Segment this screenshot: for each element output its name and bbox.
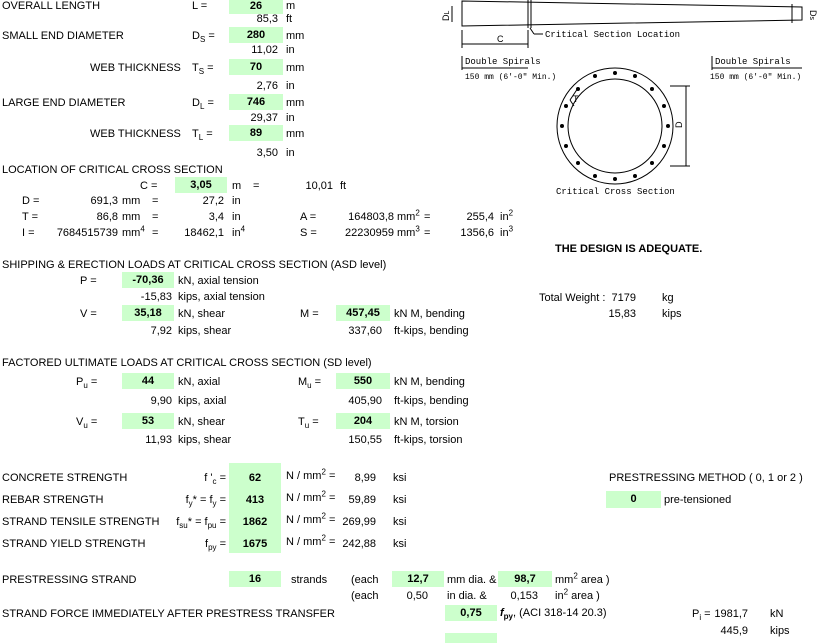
overall-length-input[interactable]: 26 <box>229 0 283 14</box>
a-symbol: A = <box>300 211 317 223</box>
strand-yield-strength-label: STRAND YIELD STRENGTH <box>2 538 146 550</box>
total-weight-label: Total Weight : <box>539 292 606 304</box>
s-conv-unit: $in^3$ <box>500 224 514 239</box>
mu-unit: kN M, bending <box>394 376 465 388</box>
next-row-input[interactable] <box>445 633 497 643</box>
t-unit: mm <box>122 211 141 223</box>
s-symbol: S = <box>300 227 317 239</box>
large-end-diameter-unit: mm <box>286 97 305 109</box>
web-thickness-l-label: WEB THICKNESS <box>90 128 181 140</box>
concrete-strength-symbol: f '$_c$ = <box>204 472 226 487</box>
small-end-diameter-conv: 11,02 <box>251 44 278 56</box>
pi-unit: kN <box>770 608 784 620</box>
diagram-spirals-right-note: 150 mm (6'-0" Min.) <box>710 73 802 82</box>
strand-area-in-unit: $in^2$ area ) <box>555 587 600 602</box>
d-conv-unit: in <box>232 195 241 207</box>
factored-loads-title: FACTORED ULTIMATE LOADS AT CRITICAL CROSS SECTION (SD level) <box>2 357 372 369</box>
total-weight-kg-unit: kg <box>662 292 674 304</box>
strand-tensile-strength-label: STRAND TENSILE STRENGTH <box>2 516 160 528</box>
diagram-c-label: C <box>497 34 504 44</box>
strand-count-unit: strands <box>291 574 328 586</box>
web-thickness-s-unit: mm <box>286 62 305 74</box>
prestress-method-label: PRESTRESSING METHOD ( 0, 1 or 2 ) <box>609 472 803 484</box>
rebar-strength-conv-unit: ksi <box>393 494 407 506</box>
tu-conv-unit: ft-kips, torsion <box>394 434 463 446</box>
i-conv-unit: $in^4$ <box>232 224 246 239</box>
pi-kips-unit: kips <box>770 625 790 637</box>
strand-yield-strength-conv: 242,88 <box>342 538 376 550</box>
v-conv-unit: kips, shear <box>178 325 232 337</box>
strand-yield-strength-symbol: $f_{py}$ = <box>205 538 226 553</box>
d-value: 691,3 <box>90 195 118 207</box>
strand-yield-strength-conv-unit: ksi <box>393 538 407 550</box>
web-thickness-s-conv: 2,76 <box>256 80 278 92</box>
p-conv-unit: kips, axial tension <box>178 291 265 303</box>
rebar-strength-input[interactable]: 413 <box>245 494 265 506</box>
strand-area-input[interactable]: 98,7 <box>498 571 552 587</box>
critical-section-title: LOCATION OF CRITICAL CROSS SECTION <box>2 164 223 176</box>
diagram-spirals-left-note: 150 mm (6'-0" Min.) <box>465 73 557 82</box>
concrete-strength-unit: N / $mm^2$ = <box>286 467 336 482</box>
d-symbol: D = <box>22 195 40 207</box>
section-t-label: T <box>573 94 579 104</box>
strand-tensile-strength-conv-unit: ksi <box>393 516 407 528</box>
large-end-diameter-label: LARGE END DIAMETER <box>2 97 126 109</box>
p-unit: kN, axial tension <box>178 275 259 287</box>
p-input[interactable]: -70,36 <box>122 272 174 288</box>
rebar-strength-conv: 59,89 <box>348 494 376 506</box>
diagram-double-spirals-right: Double Spirals <box>715 57 791 67</box>
diagram-ds-label: Ds <box>808 10 818 20</box>
t-conv-unit: in <box>232 211 241 223</box>
design-adequate-status: THE DESIGN IS ADEQUATE. <box>555 243 703 255</box>
mu-input[interactable]: 550 <box>336 373 390 389</box>
p-symbol: P = <box>80 275 97 287</box>
overall-length-conv: 85,3 <box>256 13 278 25</box>
strand-tensile-strength-input[interactable]: 1862 <box>242 516 268 528</box>
rebar-strength-label: REBAR STRENGTH <box>2 494 104 506</box>
pu-unit: kN, axial <box>178 376 221 388</box>
v-input[interactable]: 35,18 <box>122 305 174 321</box>
web-thickness-s-input[interactable]: 70 <box>229 59 283 75</box>
pu-conv: 9,90 <box>150 395 172 407</box>
section-caption: Critical Cross Section <box>556 187 675 197</box>
strand-force-label: STRAND FORCE IMMEDIATELY AFTER PRESTRESS TRANSFER <box>2 608 335 620</box>
large-end-diameter-conv: 29,37 <box>250 112 278 124</box>
m-conv: 337,60 <box>348 325 382 337</box>
overall-length-conv-unit: ft <box>286 13 293 25</box>
c-unit: m <box>232 180 242 192</box>
section-d-label: D <box>674 121 684 128</box>
web-thickness-l-conv: 3,50 <box>256 147 278 159</box>
diagram-critical-location-label: Critical Section Location <box>545 30 681 40</box>
strand-yield-strength-unit: N / $mm^2$ = <box>286 533 336 548</box>
c-conv-unit: ft <box>340 180 347 192</box>
c-equals: = <box>253 180 260 192</box>
v-symbol: V = <box>80 308 97 320</box>
t-symbol: T = <box>22 211 39 223</box>
pu-symbol: $P_u$ = <box>76 376 98 391</box>
strand-tensile-strength-unit: N / $mm^2$ = <box>286 511 336 526</box>
pi-symbol: $P_i$ = <box>692 608 711 623</box>
web-thickness-l-conv-unit: in <box>286 147 295 159</box>
s-equals: = <box>424 227 431 239</box>
p-conv: -15,83 <box>140 291 172 303</box>
shipping-loads-title: SHIPPING & ERECTION LOADS AT CRITICAL CROSS SECTION (ASD level) <box>2 259 387 271</box>
pu-conv-unit: kips, axial <box>178 395 227 407</box>
t-conv: 3,4 <box>208 211 224 223</box>
v-unit: kN, shear <box>178 308 226 320</box>
vu-unit: kN, shear <box>178 416 226 428</box>
strand-diameter-input[interactable]: 12,7 <box>392 571 444 587</box>
web-thickness-s-symbol: $T_S$ = <box>192 62 214 77</box>
large-end-diameter-symbol: $D_L$ = <box>192 97 214 112</box>
i-equals: = <box>152 227 159 239</box>
t-value: 86,8 <box>96 211 118 223</box>
concrete-strength-conv: 8,99 <box>354 472 376 484</box>
small-end-diameter-unit: mm <box>286 30 305 42</box>
strand-force-ratio-input[interactable]: 0,75 <box>445 605 497 621</box>
strand-count-input[interactable]: 16 <box>229 571 281 587</box>
a-conv: 255,4 <box>466 211 494 223</box>
m-conv-unit: ft-kips, bending <box>394 325 469 337</box>
vu-symbol: $V_u$ = <box>76 416 98 431</box>
total-weight-kips: 15,83 <box>608 308 636 320</box>
strand-each-2: (each <box>351 590 379 602</box>
m-symbol: M = <box>300 308 319 320</box>
m-unit: kN M, bending <box>394 308 465 320</box>
strand-tensile-strength-conv: 269,99 <box>342 516 376 528</box>
rebar-strength-symbol: $f_y* = f_y$ = <box>185 494 226 509</box>
web-thickness-l-symbol: $T_L$ = <box>192 128 213 143</box>
strand-area-unit: $mm^2$ area ) <box>555 571 610 586</box>
web-thickness-l-unit: mm <box>286 128 305 140</box>
web-thickness-s-conv-unit: in <box>286 80 295 92</box>
prestress-method-input[interactable]: 0 <box>606 491 661 508</box>
diagram-double-spirals-left: Double Spirals <box>465 57 541 67</box>
tu-unit: kN M, torsion <box>394 416 459 428</box>
i-symbol: I = <box>22 227 35 239</box>
t-equals: = <box>152 211 159 223</box>
d-conv: 27,2 <box>202 195 224 207</box>
strand-tensile-strength-symbol: $f_{su}* = f_{pu}$ = <box>176 516 226 531</box>
c-conv: 10,01 <box>305 180 333 192</box>
overall-length-label: OVERALL LENGTH <box>2 0 101 12</box>
overall-length-symbol: L = <box>192 0 208 12</box>
web-thickness-l-input[interactable]: 89 <box>229 125 283 141</box>
vu-input[interactable]: 53 <box>122 413 174 429</box>
v-conv: 7,92 <box>150 325 172 337</box>
prestress-method-desc: pre-tensioned <box>664 494 732 506</box>
strand-force-ref: $f_{py}$, (ACI 318-14 20.3) <box>500 607 607 622</box>
s-value: 22230959 <box>345 227 394 239</box>
c-symbol: C = <box>140 180 158 192</box>
pu-input[interactable]: 44 <box>122 373 174 389</box>
diagram-dl-label: DL <box>441 10 451 21</box>
strand-diameter-unit: mm dia. & <box>447 574 497 586</box>
large-end-diameter-input[interactable]: 746 <box>229 94 283 110</box>
s-conv: 1356,6 <box>460 227 494 239</box>
m-input[interactable]: 457,45 <box>336 305 390 321</box>
pi-value: 1981,7 <box>714 608 748 620</box>
mu-conv-unit: ft-kips, bending <box>394 395 469 407</box>
total-weight-kg: 7179 <box>611 292 636 304</box>
strand-diameter-in-unit: in dia. & <box>447 590 487 602</box>
concrete-strength-conv-unit: ksi <box>393 472 407 484</box>
vu-conv: 11,93 <box>145 434 172 446</box>
pi-kips: 445,9 <box>720 625 748 637</box>
strand-diameter-in: 0,50 <box>406 590 428 602</box>
tu-symbol: $T_u$ = <box>298 416 319 431</box>
prestressing-strand-label: PRESTRESSING STRAND <box>2 574 137 586</box>
a-unit: $mm^2$ <box>397 208 420 223</box>
large-end-diameter-conv-unit: in <box>286 112 295 124</box>
i-conv: 18462,1 <box>184 227 224 239</box>
tu-conv: 150,55 <box>348 434 382 446</box>
strand-each-1: (each <box>351 574 379 586</box>
d-equals: = <box>152 195 159 207</box>
concrete-strength-label: CONCRETE STRENGTH <box>2 472 128 484</box>
a-equals: = <box>424 211 431 223</box>
small-end-diameter-input[interactable]: 280 <box>229 27 283 43</box>
small-end-diameter-conv-unit: in <box>286 44 295 56</box>
i-value: 7684515739 <box>56 227 118 239</box>
rebar-strength-unit: N / $mm^2$ = <box>286 489 336 504</box>
small-end-diameter-symbol: $D_S$ = <box>192 30 215 45</box>
concrete-strength-input[interactable]: 62 <box>248 472 262 484</box>
strand-area-in: 0,153 <box>510 590 538 602</box>
tu-input[interactable]: 204 <box>336 413 390 429</box>
strand-yield-strength-input[interactable]: 1675 <box>242 538 268 550</box>
total-weight-kips-unit: kips <box>662 308 682 320</box>
s-unit: $mm^3$ <box>397 224 420 239</box>
mu-conv: 405,90 <box>348 395 382 407</box>
d-unit: mm <box>122 195 141 207</box>
mu-symbol: $M_u$ = <box>298 376 322 391</box>
i-unit: $mm^4$ <box>122 224 145 239</box>
small-end-diameter-label: SMALL END DIAMETER <box>2 30 124 42</box>
a-value: 164803,8 <box>348 211 394 223</box>
overall-length-unit: m <box>286 0 296 12</box>
cross-section-diagram <box>540 66 710 200</box>
vu-conv-unit: kips, shear <box>178 434 232 446</box>
c-input[interactable]: 3,05 <box>175 177 227 193</box>
web-thickness-s-label: WEB THICKNESS <box>90 62 181 74</box>
a-conv-unit: $in^2$ <box>500 208 514 223</box>
